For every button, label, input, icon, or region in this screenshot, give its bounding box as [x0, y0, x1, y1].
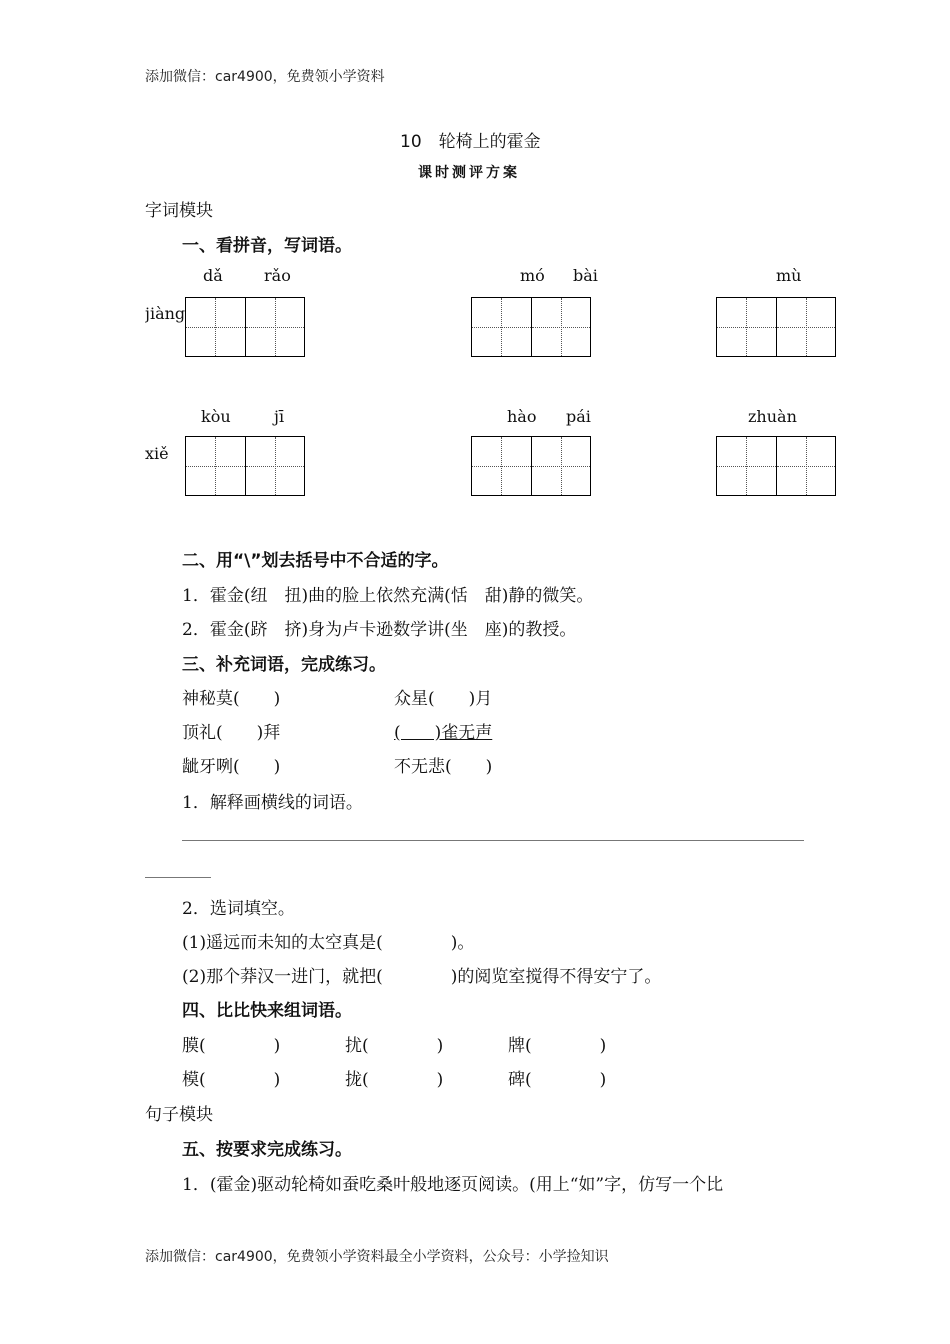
lesson-subtitle: 课时测评方案: [418, 165, 520, 181]
pinyin: hào: [507, 407, 537, 426]
answer-line[interactable]: [182, 840, 804, 841]
q3-fill: (1)遥远而未知的太空真是( )。: [182, 933, 475, 953]
writing-grid[interactable]: [471, 297, 591, 357]
q3-sub2: 2．选词填空。: [182, 899, 295, 919]
q3-title: 三、补充词语，完成练习。: [182, 655, 386, 675]
pinyin: jī: [274, 407, 285, 426]
pinyin: dǎ: [203, 266, 223, 285]
q2-title: 二、用“\”划去括号中不合适的字。: [182, 551, 449, 571]
pinyin: mó: [520, 266, 545, 285]
module-sentences-heading: 句子模块: [145, 1105, 213, 1125]
writing-grid[interactable]: [185, 436, 305, 496]
writing-grid[interactable]: [185, 297, 305, 357]
pinyin: mù: [776, 266, 802, 285]
idiom-blank: 神秘莫( ): [182, 689, 281, 709]
answer-line[interactable]: [145, 877, 211, 878]
pinyin: rǎo: [264, 266, 291, 285]
q1-title: 一、看拼音，写词语。: [182, 236, 352, 256]
idiom-blank: 不无悲( ): [394, 757, 493, 777]
module-words-heading: 字词模块: [145, 201, 213, 221]
pinyin: xiě: [145, 444, 169, 463]
q5-title: 五、按要求完成练习。: [182, 1140, 352, 1160]
footer-note: 添加微信：car4900，免费领小学资料最全小学资料，公众号：小学捡知识: [145, 1249, 609, 1265]
word-blank: 扰( ): [345, 1036, 444, 1056]
pinyin: kòu: [201, 407, 231, 426]
writing-grid[interactable]: [471, 436, 591, 496]
idiom-blank-underlined: ( )雀无声: [394, 723, 493, 743]
q3-sub1: 1．解释画横线的词语。: [182, 793, 363, 813]
q2-line: 1．霍金(纽 扭)曲的脸上依然充满(恬 甜)静的微笑。: [182, 586, 594, 606]
writing-grid[interactable]: [716, 297, 836, 357]
q5-line: 1．(霍金)驱动轮椅如蚕吃桑叶般地逐页阅读。(用上“如”字，仿写一个比: [182, 1175, 724, 1195]
pinyin: bài: [573, 266, 598, 285]
lesson-title: 10 轮椅上的霍金: [400, 132, 541, 152]
writing-grid[interactable]: [716, 436, 836, 496]
q3-fill: (2)那个莽汉一进门，就把( )的阅览室搅得不得安宁了。: [182, 967, 662, 987]
word-blank: 牌( ): [508, 1036, 607, 1056]
word-blank: 膜( ): [182, 1036, 281, 1056]
word-blank: 碑( ): [508, 1070, 607, 1090]
word-blank: 拢( ): [345, 1070, 444, 1090]
q4-title: 四、比比快来组词语。: [182, 1001, 352, 1021]
word-blank: 模( ): [182, 1070, 281, 1090]
idiom-blank: 众星( )月: [394, 689, 493, 709]
pinyin: zhuàn: [748, 407, 797, 426]
header-note: 添加微信：car4900，免费领小学资料: [145, 69, 385, 85]
q2-line: 2．霍金(跻 挤)身为卢卡逊数学讲(坐 座)的教授。: [182, 620, 577, 640]
idiom-blank: 龇牙咧( ): [182, 757, 281, 777]
pinyin: jiàng: [145, 304, 185, 323]
pinyin: pái: [566, 407, 591, 426]
idiom-blank: 顶礼( )拜: [182, 723, 281, 743]
